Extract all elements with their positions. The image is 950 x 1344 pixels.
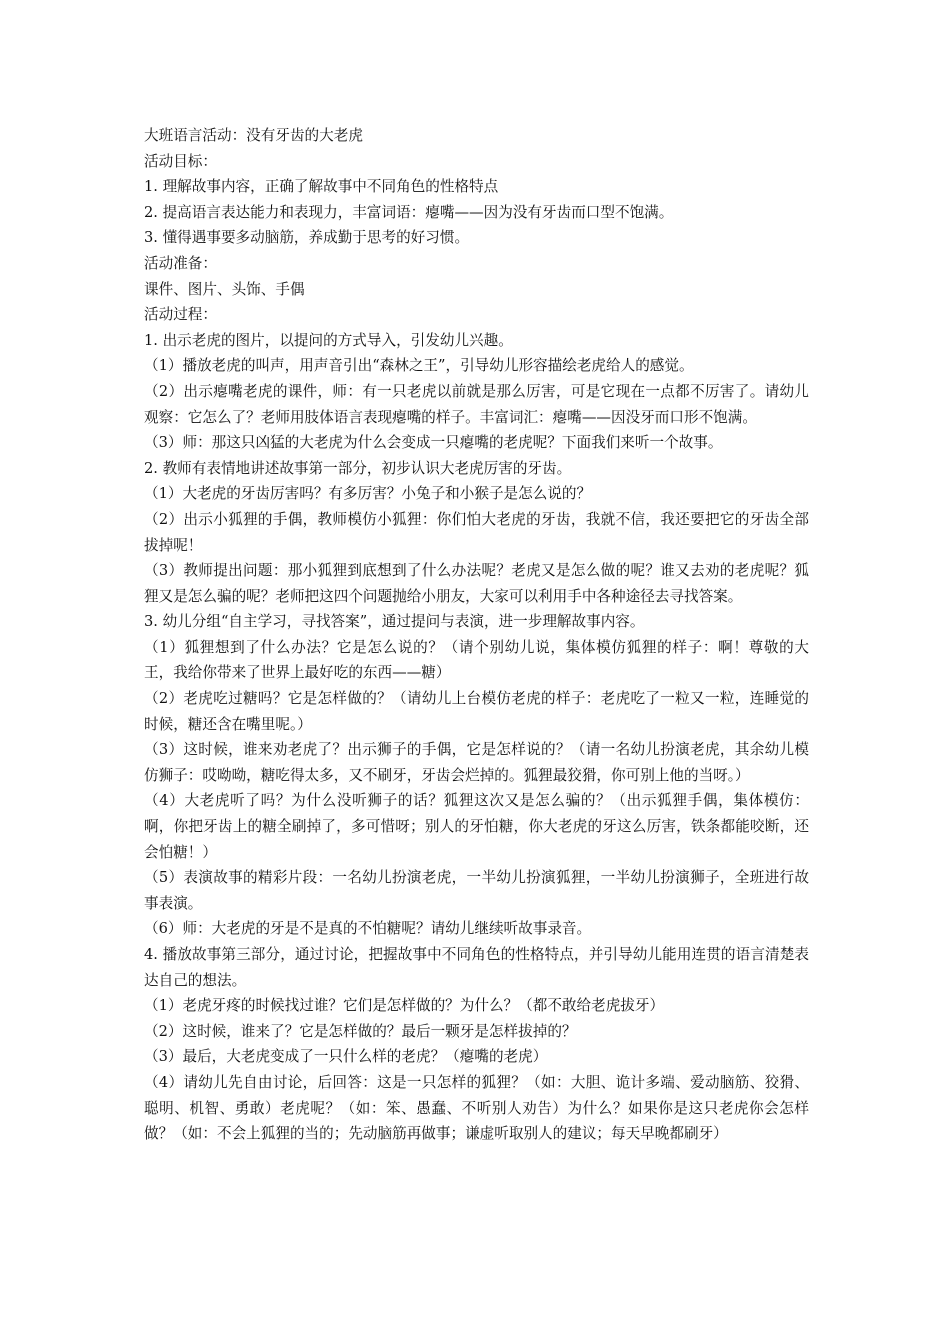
document-paragraph: （3）最后，大老虎变成了一只什么样的老虎？（瘪嘴的老虎）: [144, 1048, 548, 1066]
document-paragraph: （3）教师提出问题：那小狐狸到底想到了什么办法呢？老虎又是怎么做的呢？谁又去劝的老虎呢？狐狸又是怎么骗的呢？老师把这四个问题抛给小朋友，大家可以利用手中各种途径去寻找答案。: [144, 562, 809, 605]
document-paragraph: （4）大老虎听了吗？为什么没听狮子的话？狐狸这次又是怎么骗的？（出示狐狸手偶，集体模仿：啊，你把牙齿上的糖全刷掉了，多可惜呀；别人的牙怕糖，你大老虎的牙这么厉害，铁条都能咬断，还会怕糖！）: [144, 792, 809, 861]
document-paragraph: （1）老虎牙疼的时候找过谁？它们是怎样做的？为什么？（都不敢给老虎拔牙）: [144, 997, 665, 1015]
document-paragraph: 课件、图片、头饰、手偶: [144, 280, 305, 298]
document-paragraph: 1. 出示老虎的图片，以提问的方式导入，引发幼儿兴趣。: [144, 331, 513, 349]
document-paragraph: （5）表演故事的精彩片段：一名幼儿扮演老虎，一半幼儿扮演狐狸，一半幼儿扮演狮子，全班进行故事表演。: [144, 869, 809, 912]
document-paragraph: （2）出示瘪嘴老虎的课件，师：有一只老虎以前就是那么厉害，可是它现在一点都不厉害了。请幼儿观察：它怎么了？老师用肢体语言表现瘪嘴的样子。丰富词汇：瘪嘴——因没牙而口形不饱满。: [144, 382, 809, 426]
document-paragraph: 3. 懂得遇事要多动脑筋，养成勤于思考的好习惯。: [144, 229, 470, 247]
document-paragraph: （1）大老虎的牙齿厉害吗？有多厉害？小兔子和小猴子是怎么说的？: [144, 485, 592, 503]
document-paragraph: 1. 理解故事内容，正确了解故事中不同角色的性格特点: [144, 178, 499, 196]
document-paragraph: （2）老虎吃过糖吗？它是怎样做的？（请幼儿上台模仿老虎的样子：老虎吃了一粒又一粒，连睡觉的时候，糖还含在嘴里呢。）: [144, 690, 809, 733]
document-paragraph: （6）师：大老虎的牙是不是真的不怕糖呢？请幼儿继续听故事录音。: [144, 920, 592, 938]
document-paragraph: 活动目标：: [144, 152, 217, 170]
document-paragraph: （2）出示小狐狸的手偶，教师模仿小狐狸：你们怕大老虎的牙齿，我就不信，我还要把它的牙齿全部拔掉呢！: [144, 510, 809, 554]
document-paragraph: 2. 提高语言表达能力和表现力，丰富词语：瘪嘴——因为没有牙齿而口型不饱满。: [144, 203, 674, 221]
document-paragraph: 活动过程：: [144, 306, 217, 324]
document-body: [144, 123, 809, 1147]
document-paragraph: （2）这时候，谁来了？它是怎样做的？最后一颗牙是怎样拔掉的？: [144, 1022, 577, 1040]
document-paragraph: 3. 幼儿分组“自主学习，寻找答案”，通过提问与表演，进一步理解故事内容。: [144, 613, 645, 631]
document-paragraph: （1）播放老虎的叫声，用声音引出“森林之王”，引导幼儿形容描绘老虎给人的感觉。: [144, 357, 694, 375]
document-paragraph: （1）狐狸想到了什么办法？它是怎么说的？（请个别幼儿说，集体模仿狐狸的样子：啊！尊敬的大王，我给你带来了世界上最好吃的东西——糖）: [144, 638, 809, 682]
document-title: 大班语言活动：没有牙齿的大老虎: [144, 127, 363, 144]
document-paragraph: 4. 播放故事第三部分，通过讨论，把握故事中不同角色的性格特点，并引导幼儿能用连贯的语言清楚表达自己的想法。: [144, 946, 809, 989]
document-paragraph: （4）请幼儿先自由讨论，后回答：这是一只怎样的狐狸？（如：大胆、诡计多端、爱动脑筋、狡猾、聪明、机智、勇敢）老虎呢？（如：笨、愚蠢、不听别人劝告）为什么？如果你是这只老虎你会怎样做？（如：不会上狐狸的当的；先动脑筋再做事；谦虚听取别人的建议；每天早晚都刷牙）: [144, 1073, 809, 1143]
document-paragraph: 2. 教师有表情地讲述故事第一部分，初步认识大老虎厉害的牙齿。: [144, 459, 572, 477]
document-paragraph: 活动准备：: [144, 254, 217, 272]
document-paragraph: （3）师：那这只凶猛的大老虎为什么会变成一只瘪嘴的老虎呢？下面我们来听一个故事。: [144, 434, 723, 452]
document-paragraph: （3）这时候，谁来劝老虎了？出示狮子的手偶，它是怎样说的？（请一名幼儿扮演老虎，其余幼儿模仿狮子：哎呦呦，糖吃得太多，又不刷牙，牙齿会烂掉的。狐狸最狡猾，你可别上他的当呀。）: [144, 741, 809, 784]
